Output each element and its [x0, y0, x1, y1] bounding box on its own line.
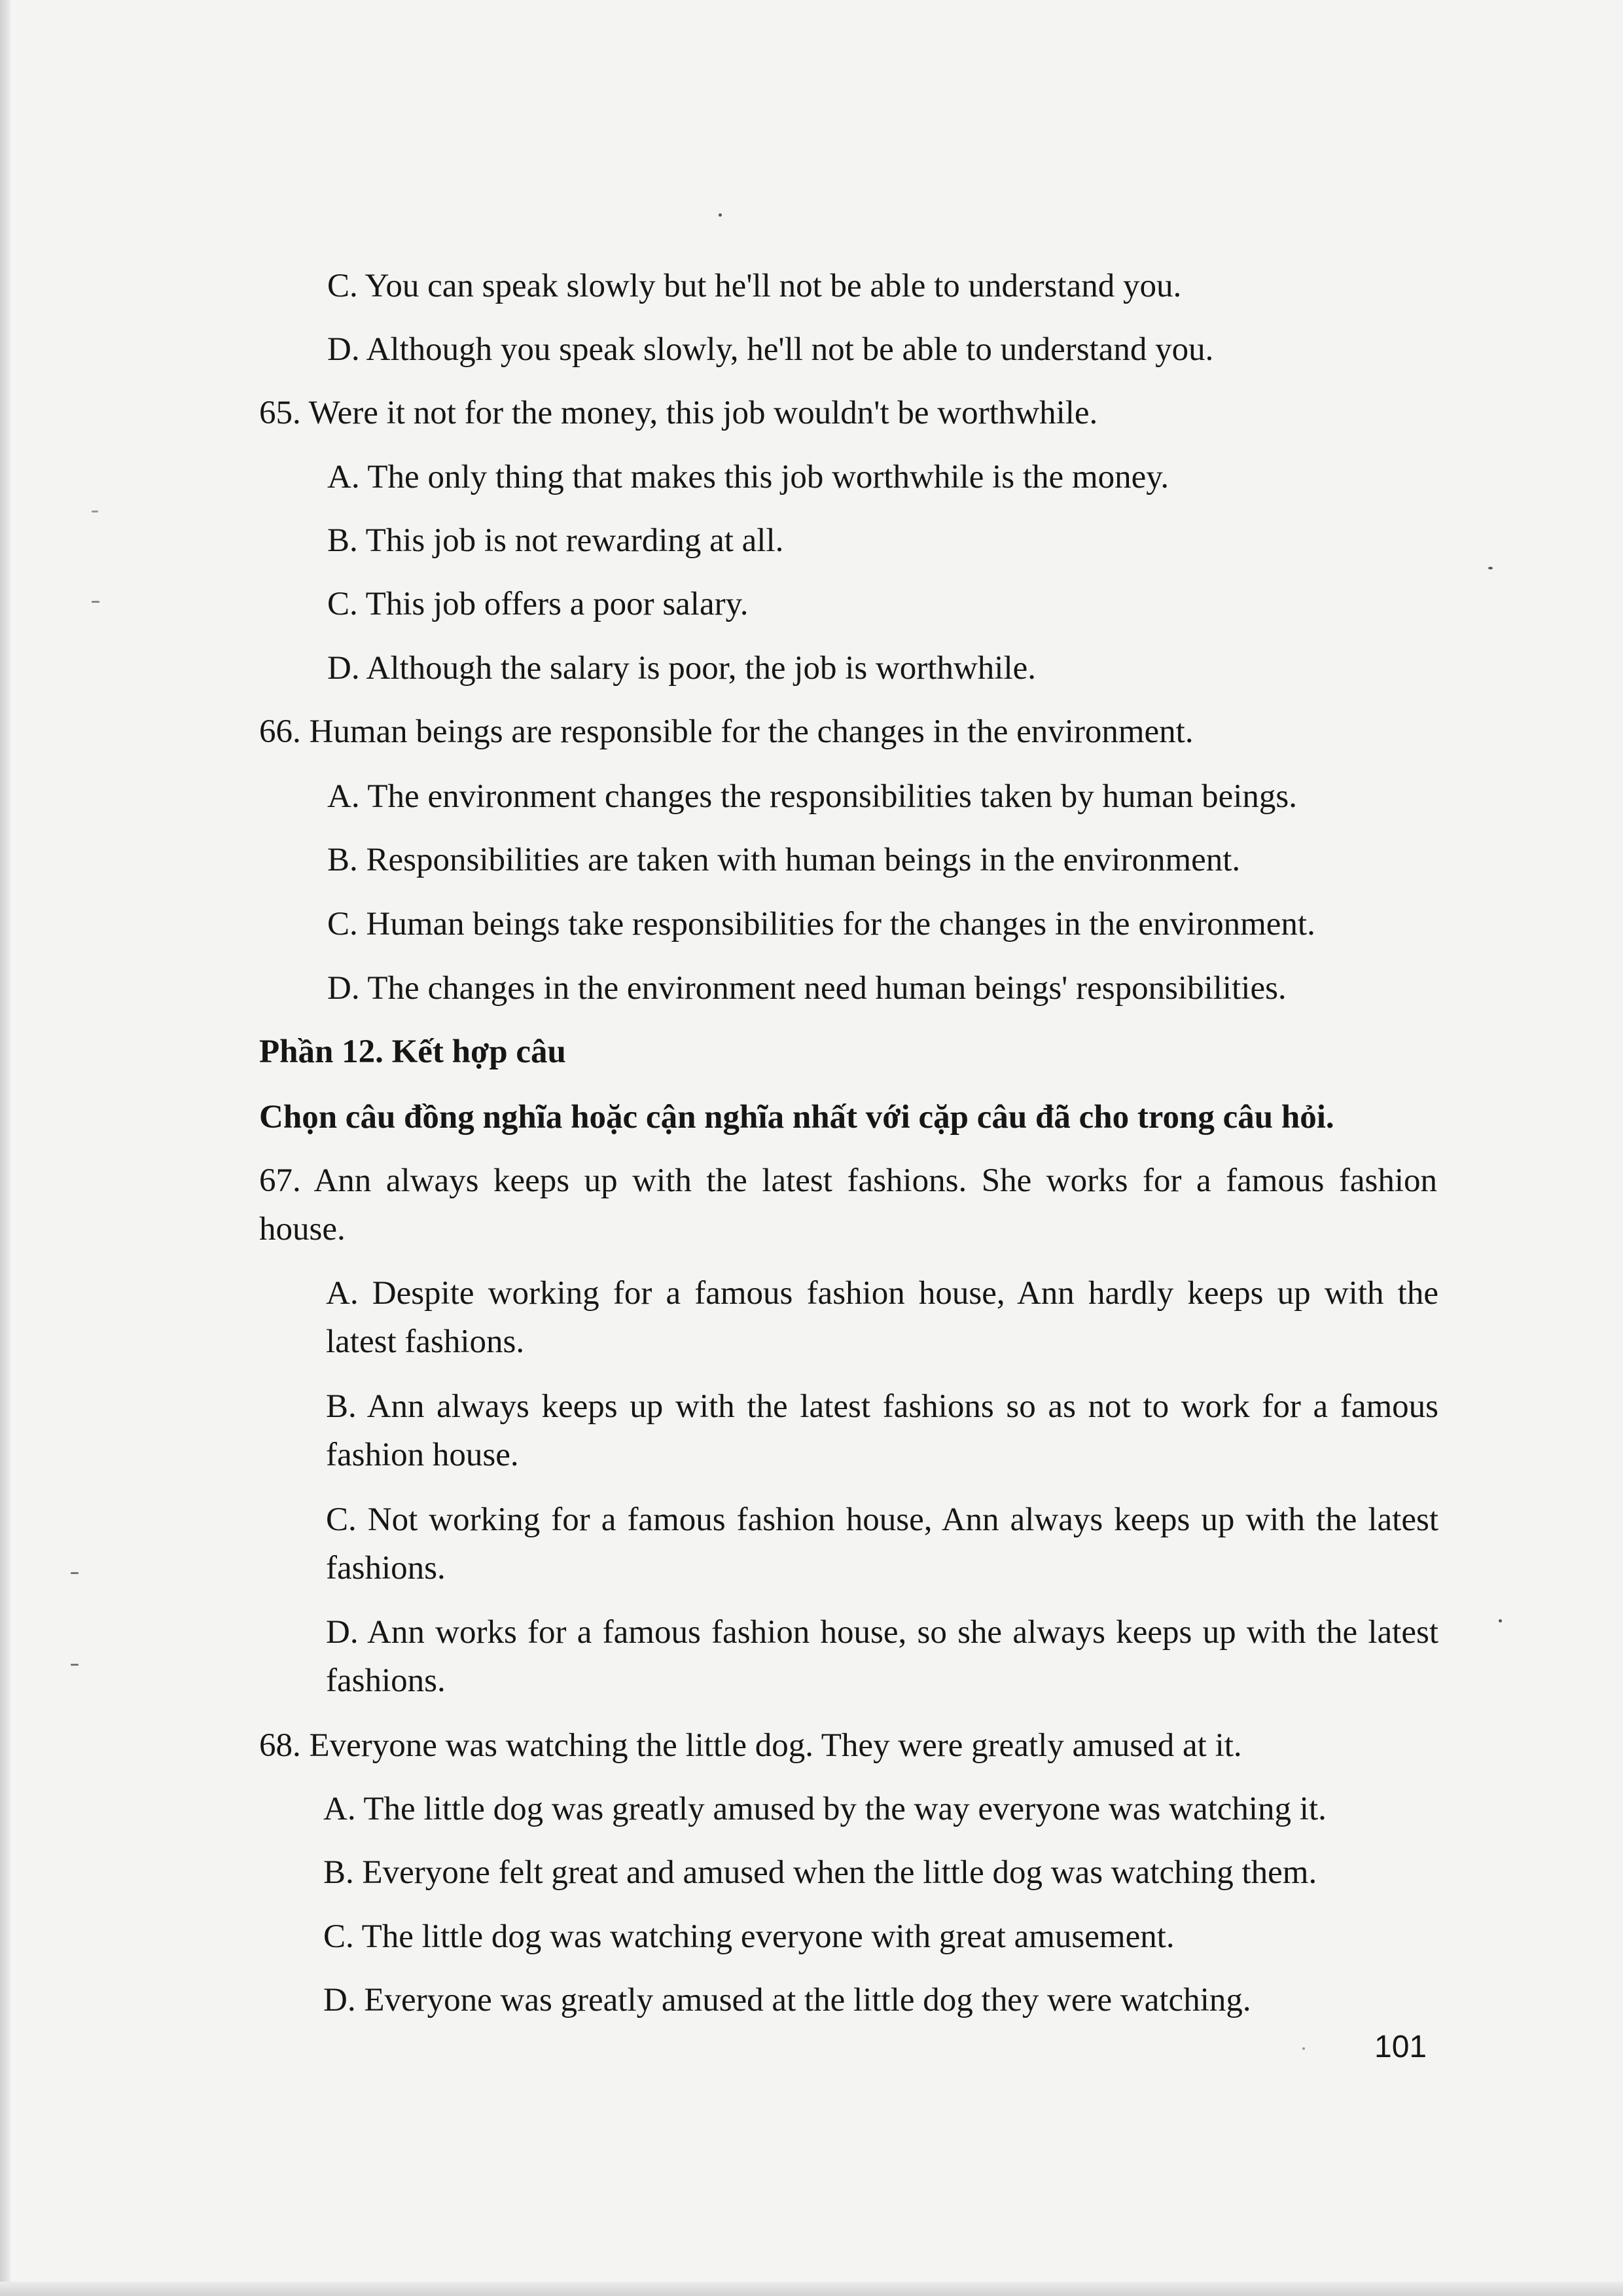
scan-speck — [92, 511, 98, 512]
q65-option-d: D. Although the salary is poor, the job is worthwhile. — [327, 650, 1037, 687]
scan-speck — [719, 213, 722, 217]
q65-question: 65. Were it not for the money, this job wouldn't be worthwhile. — [259, 395, 1098, 431]
q66-option-c: C. Human beings take responsibilities for the changes in the environment. — [327, 906, 1315, 942]
scan-speck — [71, 1572, 79, 1574]
q65-option-b: B. This job is not rewarding at all. — [327, 522, 784, 559]
scan-speck — [1499, 1619, 1502, 1623]
q67-option-d: D. Ann works for a famous fashion house, so she always keeps up with the latest fashions. — [326, 1614, 1438, 1699]
section-instruction: Chọn câu đồng nghĩa hoặc cận nghĩa nhất với cặp câu đã cho trong câu hỏi. — [259, 1099, 1334, 1136]
q66-option-b: B. Responsibilities are taken with human beings in the environment. — [327, 842, 1241, 878]
section-title: Phần 12. Kết hợp câu — [259, 1033, 566, 1070]
q67-option-c: C. Not working for a famous fashion house, Ann always keeps up with the latest fashions. — [326, 1501, 1438, 1587]
q67-option-a: A. Despite working for a famous fashion house, Ann hardly keeps up with the latest fashions. — [326, 1275, 1438, 1360]
q68-option-a: A. The little dog was greatly amused by the way everyone was watching it. — [323, 1791, 1327, 1827]
q67-question: 67. Ann always keeps up with the latest fashions. She works for a famous fashion house. — [259, 1162, 1437, 1247]
q68-option-d: D. Everyone was greatly amused at the little dog they were watching. — [323, 1982, 1251, 2018]
q65-option-c: C. This job offers a poor salary. — [327, 586, 749, 622]
scan-speck — [1488, 567, 1493, 569]
scan-speck — [71, 1664, 79, 1666]
q68-question: 68. Everyone was watching the little dog. They were greatly amused at it. — [259, 1727, 1242, 1764]
scan-speck — [92, 601, 99, 603]
q67-option-b: B. Ann always keeps up with the latest fashions so as not to work for a famous fashion house. — [326, 1388, 1438, 1473]
q66-option-d: D. The changes in the environment need human beings' responsibilities. — [327, 970, 1287, 1007]
q66-question: 66. Human beings are responsible for the changes in the environment. — [259, 713, 1194, 750]
scan-speck — [1302, 2047, 1305, 2050]
page-number: 101 — [1374, 2030, 1427, 2064]
page-edge-bottom — [0, 2282, 1623, 2296]
q65-option-a: A. The only thing that makes this job worthwhile is the money. — [327, 459, 1169, 495]
q68-option-c: C. The little dog was watching everyone with great amusement. — [323, 1918, 1175, 1955]
q64-option-c: C. You can speak slowly but he'll not be able to understand you. — [327, 268, 1182, 304]
q66-option-a: A. The environment changes the responsibilities taken by human beings. — [327, 778, 1297, 815]
q64-option-d: D. Although you speak slowly, he'll not be able to understand you. — [327, 331, 1214, 368]
page-edge-left — [0, 0, 10, 2296]
q68-option-b: B. Everyone felt great and amused when the little dog was watching them. — [323, 1854, 1317, 1891]
